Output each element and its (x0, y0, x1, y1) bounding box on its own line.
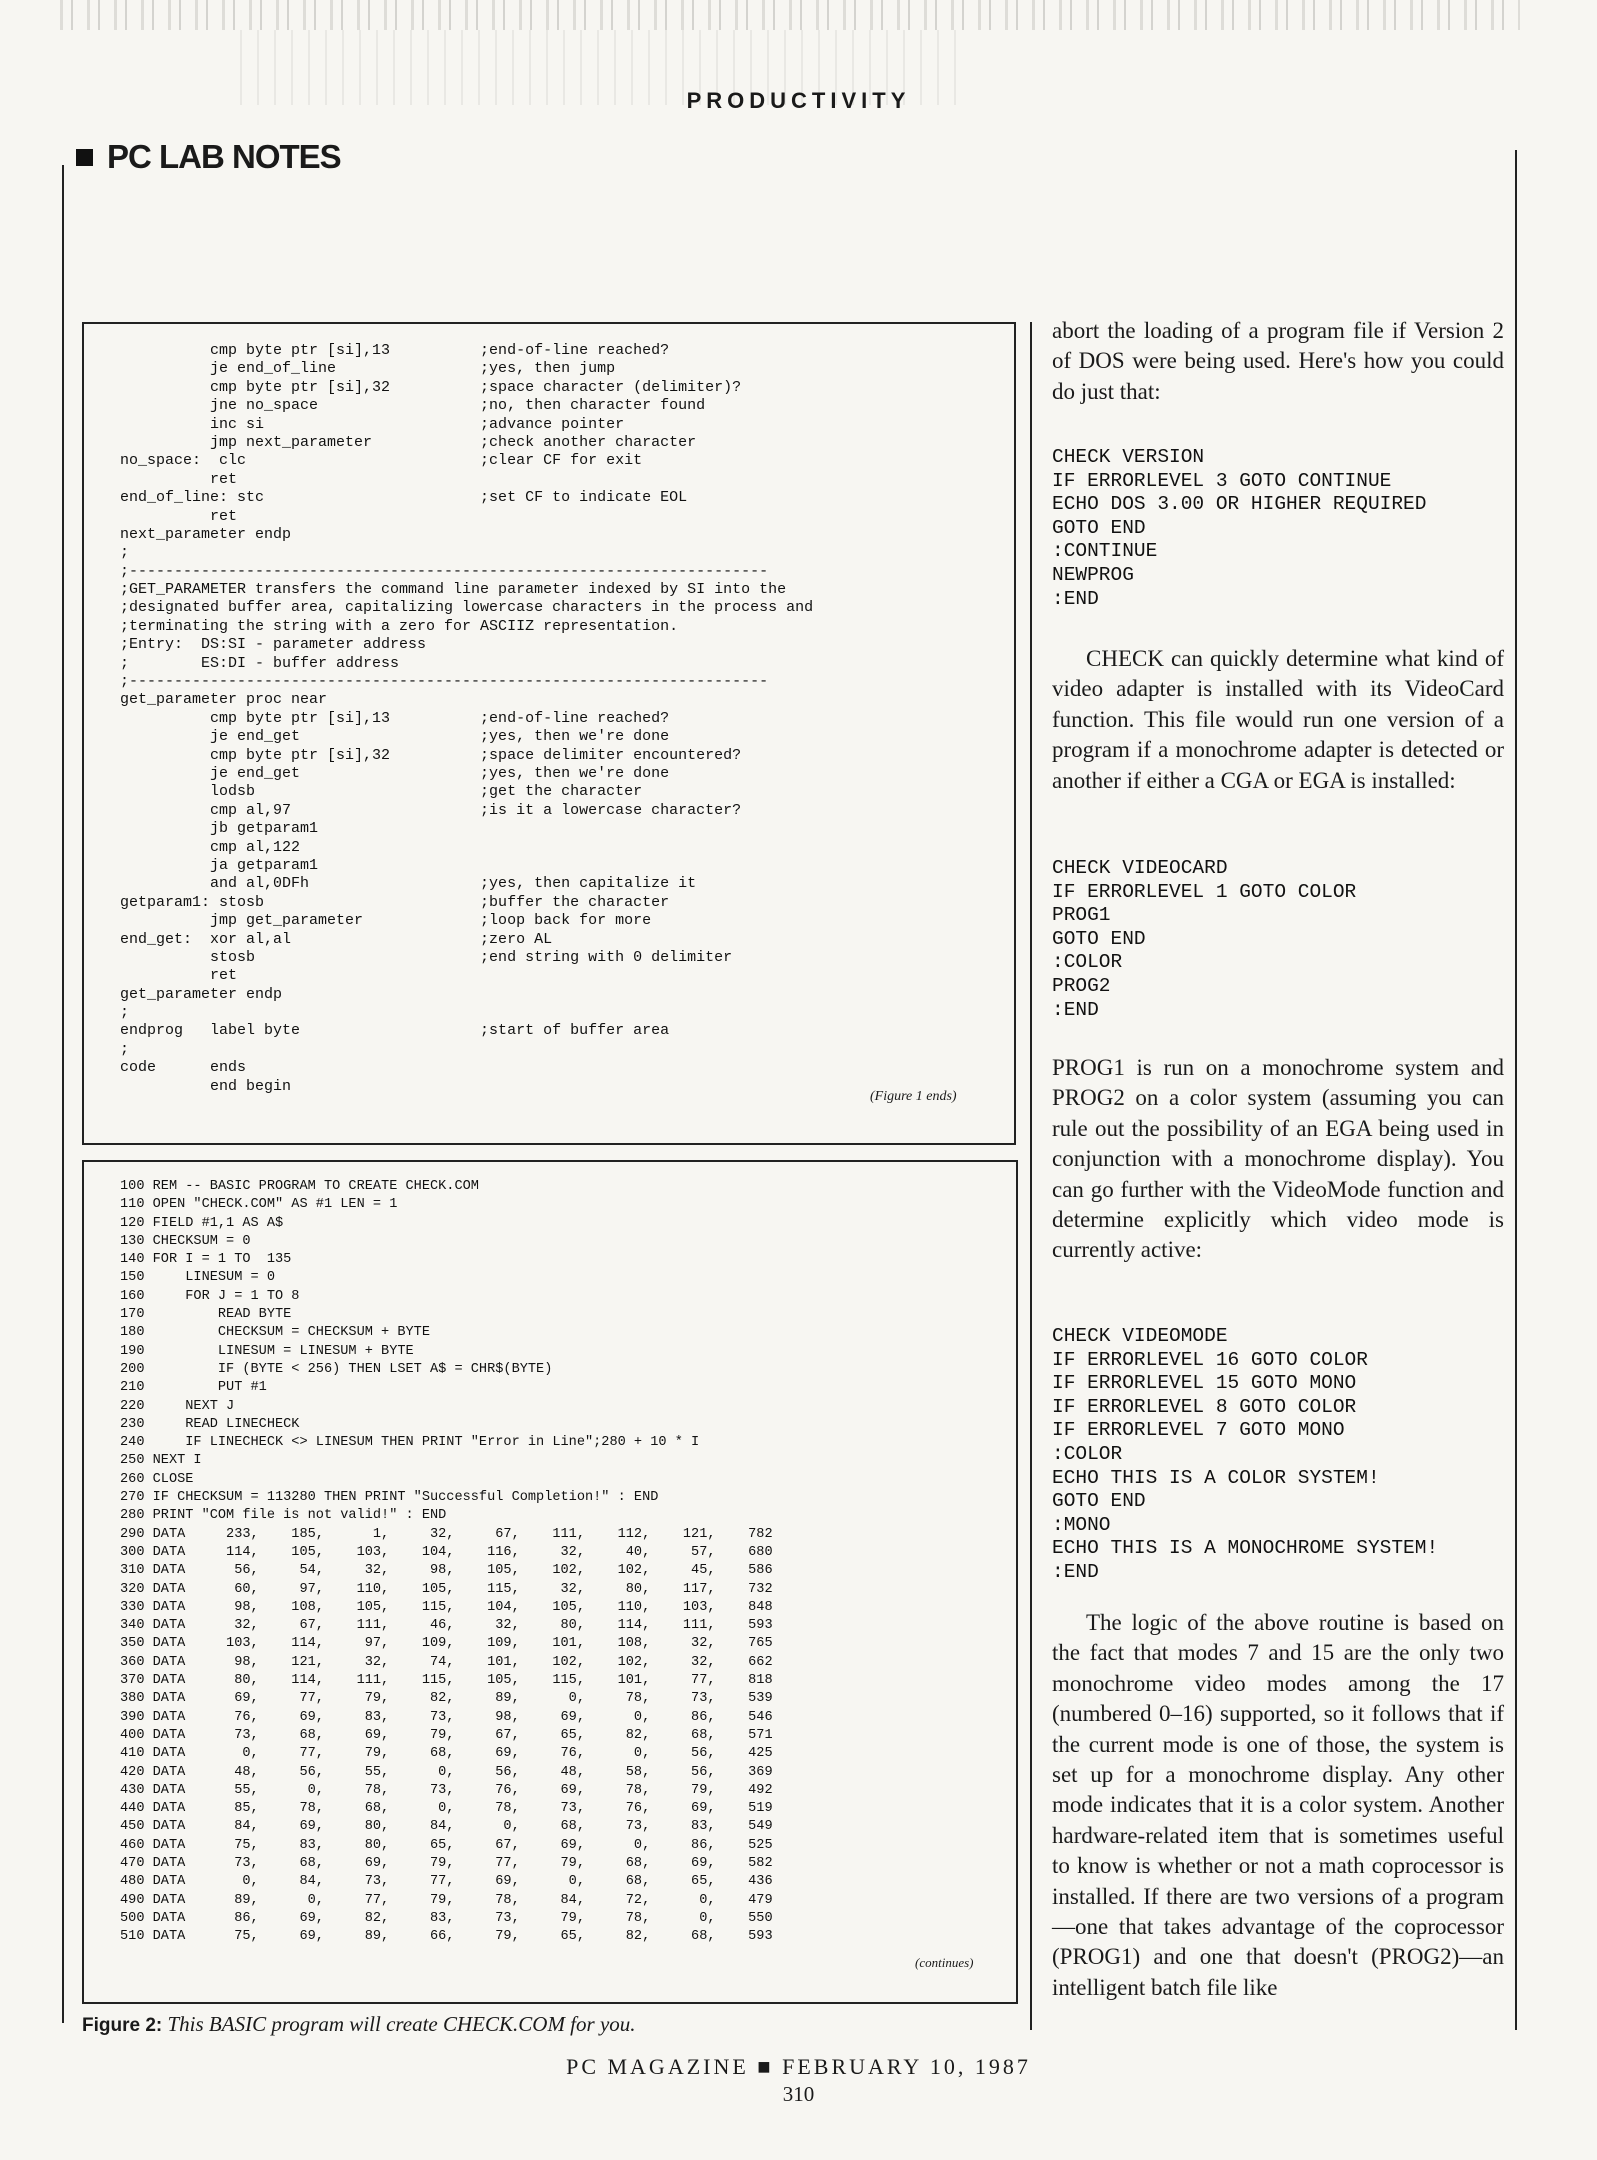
code-line: ret (120, 507, 238, 525)
code-line: end_of_line: stc ;set CF to indicate EOL (120, 489, 688, 507)
code-line: 300 DATA 114, 105, 103, 104, 116, 32, 40, 57, 680 (120, 1544, 773, 1560)
column-para-1: abort the loading of a program file if Version 2 of DOS were being used. Here's how you could do just that: (1052, 318, 1504, 404)
code-line: jmp get_parameter ;loop back for more (120, 912, 652, 930)
code-line: jne no_space ;no, then character found (120, 397, 706, 415)
code-line: ;GET_PARAMETER transfers the command line parameter indexed by SI into the (120, 581, 787, 599)
code-line: 140 FOR I = 1 TO 135 (120, 1252, 292, 1268)
code-line: 160 FOR J = 1 TO 8 (120, 1288, 300, 1304)
code-line: ; ES:DI - buffer address (120, 654, 400, 672)
page-number: 310 (782, 2082, 815, 2106)
code-line: next_parameter endp (120, 525, 292, 543)
code-line: cmp byte ptr [si],32 ;space delimiter encountered? (120, 746, 742, 764)
code-line: cmp byte ptr [si],13 ;end-of-line reached? (120, 709, 670, 727)
code-line: 240 IF LINECHECK <> LINESUM THEN PRINT "Error in Line";280 + 10 * I (120, 1435, 700, 1451)
code-line: 110 OPEN "CHECK.COM" AS #1 LEN = 1 (120, 1197, 398, 1213)
figure-2-code (120, 1178, 773, 1946)
code-line: cmp byte ptr [si],13 ;end-of-line reached? (120, 342, 670, 359)
code-line: no_space: clc ;clear CF for exit (120, 452, 643, 470)
code-line: 320 DATA 60, 97, 110, 105, 115, 32, 80, 117, 732 (120, 1581, 773, 1597)
code-line: 230 READ LINECHECK (120, 1416, 300, 1432)
code-line: jmp next_parameter ;check another character (120, 433, 697, 451)
code-line: get_parameter endp (120, 985, 283, 1003)
code-line: 500 DATA 86, 69, 82, 83, 73, 79, 78, 0, 550 (120, 1910, 773, 1926)
code-line: 410 DATA 0, 77, 79, 68, 69, 76, 0, 56, 425 (120, 1746, 773, 1762)
code-line: 460 DATA 75, 83, 80, 65, 67, 69, 0, 86, 525 (120, 1837, 773, 1853)
code-line: 280 PRINT "COM file is not valid!" : END (120, 1508, 447, 1524)
column-rule (1030, 322, 1032, 2030)
code-line: 210 PUT #1 (120, 1380, 267, 1396)
code-line: 260 CLOSE (120, 1471, 194, 1487)
code-line: cmp al,97 ;is it a lowercase character? (120, 801, 742, 819)
code-line: cmp al,122 (120, 838, 301, 856)
code-line: je end_of_line ;yes, then jump (120, 360, 616, 378)
caption-label: Figure 2: (82, 2015, 163, 2036)
code-line: 430 DATA 55, 0, 78, 73, 76, 69, 78, 79, 492 (120, 1782, 773, 1798)
code-line: 220 NEXT J (120, 1398, 235, 1414)
code-line: 440 DATA 85, 78, 68, 0, 78, 73, 76, 69, 519 (120, 1801, 773, 1817)
code-line: ;----------------------------------------------------------------------- (120, 673, 769, 691)
code-line: 390 DATA 76, 69, 83, 73, 98, 69, 0, 86, 546 (120, 1709, 773, 1725)
code-line: 490 DATA 89, 0, 77, 79, 78, 84, 72, 0, 479 (120, 1892, 773, 1908)
code-line: 250 NEXT I (120, 1453, 202, 1469)
footer: PC MAGAZINE ■ FEBRUARY 10, 1987 (566, 2054, 1031, 2079)
figure-2-caption (82, 2012, 636, 2037)
code-line: 340 DATA 32, 67, 111, 46, 32, 80, 114, 111, 593 (120, 1618, 773, 1634)
code-line: 450 DATA 84, 69, 80, 84, 0, 68, 73, 83, 549 (120, 1819, 773, 1835)
code-line: stosb ;end string with 0 delimiter (120, 948, 733, 966)
code-line: 100 REM -- BASIC PROGRAM TO CREATE CHECK.COM (120, 1179, 479, 1194)
code-line: code ends (120, 1059, 247, 1077)
code-line: jb getparam1 (120, 820, 319, 838)
code-line: 270 IF CHECKSUM = 113280 THEN PRINT "Successful Completion!" : END (120, 1490, 659, 1506)
code-line: 510 DATA 75, 69, 89, 66, 79, 65, 82, 68, 593 (120, 1929, 773, 1945)
code-line: 120 FIELD #1,1 AS A$ (120, 1215, 284, 1231)
code-line: 480 DATA 0, 84, 73, 77, 69, 0, 68, 65, 436 (120, 1874, 773, 1890)
code-line: endprog label byte ;start of buffer area (120, 1022, 670, 1040)
code-line: 170 READ BYTE (120, 1307, 292, 1323)
code-line: ; (120, 1004, 130, 1022)
code-line: 400 DATA 73, 68, 69, 79, 67, 65, 82, 68, 571 (120, 1727, 773, 1743)
column-code-videocard: CHECK VIDEOCARD IF ERRORLEVEL 1 GOTO COLOR PROG1 GOTO END :COLOR PROG2 :END (1052, 857, 1357, 1021)
code-line: ja getparam1 (120, 856, 319, 874)
left-rule (62, 165, 64, 2023)
column-para-3: PROG1 is run on a monochrome system and PROG2 on a color system (assuming you can rule out the possibility of an EGA being used in conjunction with a monochrome display). You can go further with the VideoMode function and determine explicitly which video mode is currently active: (1052, 1055, 1504, 1263)
code-line: ;terminating the string with a zero for ASCIIZ representation. (120, 617, 679, 635)
column-para-2: CHECK can quickly determine what kind of video adapter is installed with its VideoCard function. This file would run one version of a program if a monochrome adapter is detected or another if either a CGA or EGA is installed: (1052, 646, 1504, 793)
code-line: 350 DATA 103, 114, 97, 109, 109, 101, 108, 32, 765 (120, 1636, 773, 1652)
right-rule (1515, 150, 1517, 2030)
code-line: getparam1: stosb ;buffer the character (120, 893, 670, 911)
code-line: 330 DATA 98, 108, 105, 115, 104, 105, 110, 103, 848 (120, 1599, 773, 1615)
code-line: 200 IF (BYTE < 256) THEN LSET A$ = CHR$(BYTE) (120, 1361, 553, 1377)
scan-noise-top (60, 0, 1520, 30)
code-line: 380 DATA 69, 77, 79, 82, 89, 0, 78, 73, 539 (120, 1691, 773, 1707)
code-line: 360 DATA 98, 121, 32, 74, 101, 102, 102, 32, 662 (120, 1654, 773, 1670)
column-code-videomode: CHECK VIDEOMODE IF ERRORLEVEL 16 GOTO COLOR IF ERRORLEVEL 15 GOTO MONO IF ERRORLEVEL 8 GOTO COLOR IF ERRORLEVEL 7 GOTO MONO :COLOR ECHO THIS IS A COLOR SYSTEM! GOTO END :MONO ECHO THIS IS A MONOCHROME SYSTEM! :END (1052, 1325, 1439, 1583)
code-line: ret (120, 470, 238, 488)
code-line: ;Entry: DS:SI - parameter address (120, 636, 427, 654)
code-line: ret (120, 967, 238, 985)
code-line: 190 LINESUM = LINESUM + BYTE (120, 1343, 414, 1359)
header-title: PC LAB NOTES (107, 138, 341, 175)
code-line: ;----------------------------------------------------------------------- (120, 562, 769, 580)
code-line: 150 LINESUM = 0 (120, 1270, 275, 1286)
code-line: 470 DATA 73, 68, 69, 79, 77, 79, 68, 69, 582 (120, 1855, 773, 1871)
code-line: inc si ;advance pointer (120, 415, 625, 433)
header-bullet-icon (76, 149, 93, 166)
code-line: and al,0DFh ;yes, then capitalize it (120, 875, 697, 893)
section-title: PRODUCTIVITY (686, 88, 911, 113)
code-line: ;designated buffer area, capitalizing lowercase characters in the process and (120, 599, 814, 617)
code-line: 130 CHECKSUM = 0 (120, 1233, 251, 1249)
code-line: 180 CHECKSUM = CHECKSUM + BYTE (120, 1325, 430, 1341)
figure-1-code (120, 342, 813, 1096)
code-line: 420 DATA 48, 56, 55, 0, 56, 48, 58, 56, 369 (120, 1764, 773, 1780)
column-code-version: CHECK VERSION IF ERRORLEVEL 3 GOTO CONTINUE ECHO DOS 3.00 OR HIGHER REQUIRED GOTO END :CONTINUE NEWPROG :END (1052, 446, 1427, 610)
code-line: 370 DATA 80, 114, 111, 115, 105, 115, 101, 77, 818 (120, 1673, 773, 1689)
figure-2-continues-label: (continues) (915, 1955, 974, 1970)
code-line: je end_get ;yes, then we're done (120, 728, 670, 746)
code-line: end begin (120, 1077, 292, 1095)
code-line: 290 DATA 233, 185, 1, 32, 67, 111, 112, 121, 782 (120, 1526, 773, 1542)
code-line: 310 DATA 56, 54, 32, 98, 105, 102, 102, 45, 586 (120, 1563, 773, 1579)
column-para-4: The logic of the above routine is based on the fact that modes 7 and 15 are the only two monochrome video modes among the 17 (numbered 0–16) supported, so it follows that if the current mode is one of those, the system is set up for a monochrome display. Any other mode indicates that it is a color system. Another hardware-related item that is sometimes useful to know is whether or not a math coprocessor is installed. If there are two versions of a program—one that takes advantage of the coprocessor (PROG1) and one that doesn't (PROG2)—an intelligent batch file like (1052, 1610, 1504, 2000)
code-line: lodsb ;get the character (120, 783, 643, 801)
code-line: get_parameter proc near (120, 691, 328, 709)
page-header (76, 138, 341, 176)
caption-text: This BASIC program will create CHECK.COM for you. (162, 2012, 636, 2036)
code-line: cmp byte ptr [si],32 ;space character (delimiter)? (120, 378, 742, 396)
code-line: ; (120, 544, 130, 562)
figure-1-ends-label: (Figure 1 ends) (870, 1089, 957, 1104)
code-line: ; (120, 1040, 130, 1058)
code-line: end_get: xor al,al ;zero AL (120, 930, 553, 948)
code-line: je end_get ;yes, then we're done (120, 764, 670, 782)
